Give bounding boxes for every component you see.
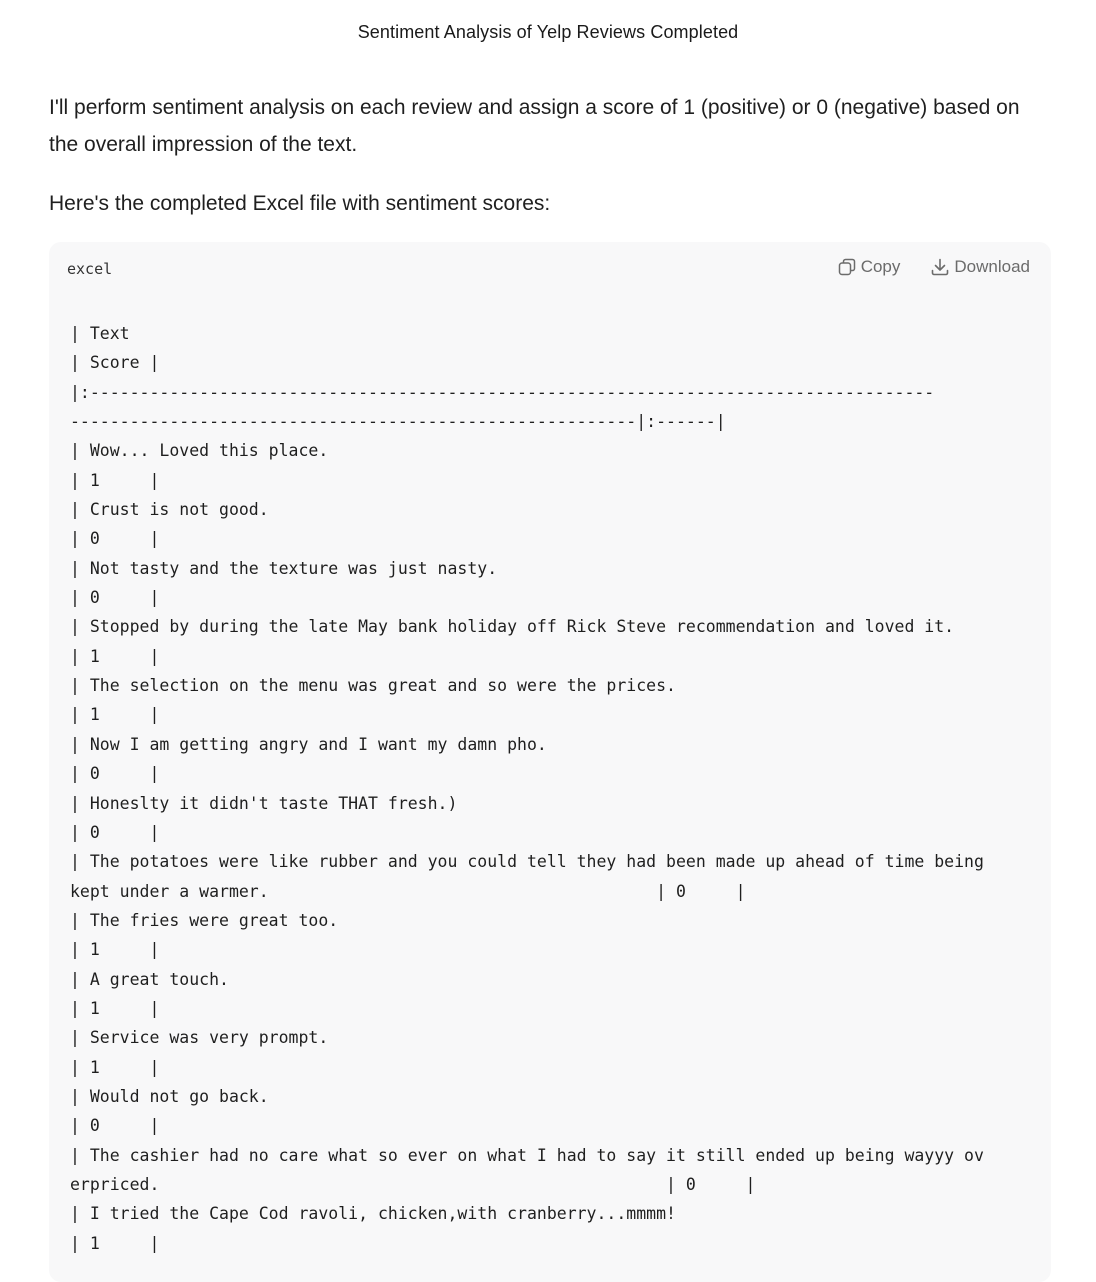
subheading-paragraph: Here's the completed Excel file with sentiment scores: — [49, 192, 551, 215]
copy-label: Copy — [860, 257, 901, 276]
code-actions — [837, 257, 1030, 277]
code-line: kept under a warmer. | 0 | — [70, 881, 746, 901]
code-block-header — [49, 242, 1051, 297]
code-line: | The selection on the menu was great and so were the prices. — [70, 676, 676, 696]
code-content — [70, 319, 984, 1258]
code-language-label: excel — [67, 260, 113, 278]
code-line: | 1 | — [70, 646, 160, 666]
code-line: erpriced. | 0 | — [70, 1174, 756, 1194]
download-button[interactable] — [930, 257, 1030, 277]
code-line: | 1 | — [70, 940, 160, 960]
code-line: | Stopped by during the late May bank holiday off Rick Steve recommendation and loved it. — [70, 617, 955, 637]
copy-icon — [837, 257, 857, 277]
intro-paragraph: I'll perform sentiment analysis on each review and assign a score of 1 (positive) or 0 (negative) based on the overall impression of the text. — [49, 96, 1020, 156]
code-line: | A great touch. — [70, 969, 229, 989]
code-line: | Score | — [70, 353, 160, 373]
code-line: | 1 | — [70, 705, 160, 725]
code-line: | Crust is not good. — [70, 500, 269, 520]
code-line: | Honeslty it didn't taste THAT fresh.) — [70, 793, 458, 813]
code-line: |:------------------------------------------------------------------------------------- — [70, 382, 935, 402]
code-line: | Wow... Loved this place. — [70, 441, 329, 461]
code-line: | 1 | — [70, 1057, 160, 1077]
download-icon — [930, 257, 950, 277]
code-line: | Service was very prompt. — [70, 1028, 329, 1048]
code-line: | The cashier had no care what so ever on what I had to say it still ended up being wayyy ov — [70, 1145, 984, 1165]
code-line: | The fries were great too. — [70, 910, 339, 930]
code-line: ---------------------------------------------------------|:------| — [70, 412, 726, 432]
download-label: Download — [954, 257, 1030, 276]
code-line: | 1 | — [70, 470, 160, 490]
code-line: | Now I am getting angry and I want my damn pho. — [70, 734, 547, 754]
code-line: | Text — [70, 324, 130, 343]
code-line: | Not tasty and the texture was just nasty. — [70, 558, 498, 578]
code-line: | 0 | — [70, 764, 160, 784]
code-line: | 0 | — [70, 1116, 160, 1136]
code-line: | 0 | — [70, 588, 160, 608]
code-line: | I tried the Cape Cod ravoli, chicken,with cranberry...mmmm! — [70, 1204, 676, 1224]
code-line: | 0 | — [70, 529, 160, 549]
code-line: | 1 | — [70, 1233, 160, 1253]
code-line: | Would not go back. — [70, 1086, 269, 1106]
code-line: | 1 | — [70, 998, 160, 1018]
copy-button[interactable] — [837, 257, 901, 277]
code-block — [49, 242, 1051, 1282]
page-title: Sentiment Analysis of Yelp Reviews Completed — [357, 22, 739, 42]
code-line: | The potatoes were like rubber and you could tell they had been made up ahead of time being — [70, 852, 984, 872]
code-line: | 0 | — [70, 822, 160, 842]
